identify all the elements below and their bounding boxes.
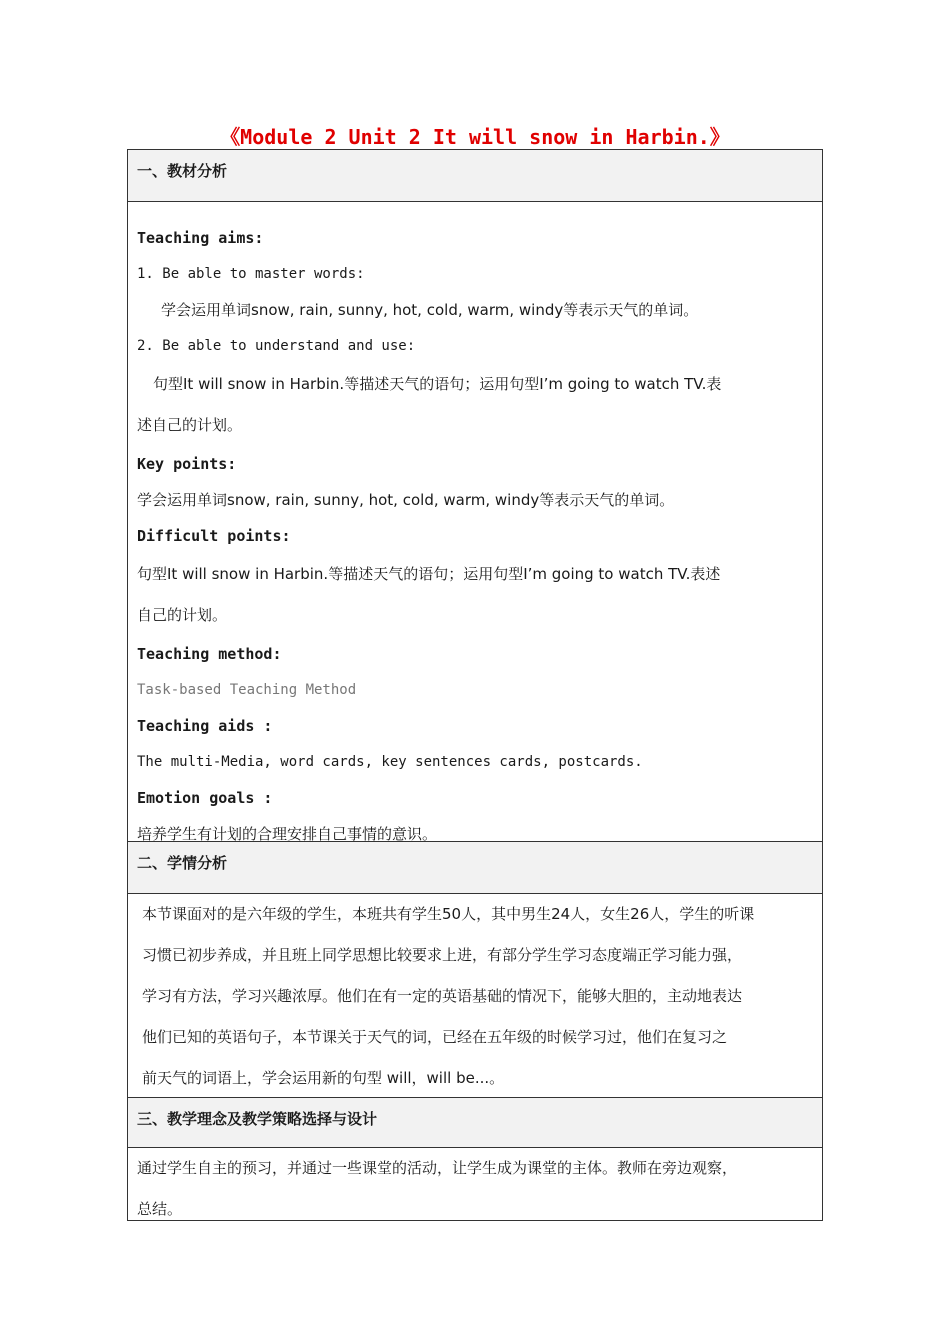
difficult-points-label: Difficult points: [137, 527, 291, 545]
section-heading-learner-analysis: 二、学情分析 [128, 842, 822, 894]
aim-1-description: 学会运用单词snow, rain, sunny, hot, cold, warm, windy等表示天气的单词。 [161, 301, 699, 319]
lesson-plan-table [127, 149, 823, 1221]
teaching-aids-text: The multi-Media, word cards, key sentences cards, postcards. [137, 754, 643, 770]
learner-analysis-line: 前天气的词语上，学会运用新的句型 will，will be...。 [142, 1069, 505, 1087]
learner-analysis-line: 习惯已初步养成，并且班上同学思想比较要求上进，有部分学生学习态度端正学习能力强， [142, 946, 743, 964]
difficult-points-line-1: 句型It will snow in Harbin.等描述天气的语句；运用句型I’m going to watch TV.表述 [137, 565, 721, 583]
key-points-text: 学会运用单词snow, rain, sunny, hot, cold, warm, windy等表示天气的单词。 [137, 491, 675, 509]
aim-2-title: 2. Be able to understand and use: [137, 338, 416, 354]
section-heading-teaching-strategy: 三、教学理念及教学策略选择与设计 [128, 1098, 822, 1148]
teaching-aids-label: Teaching aids : [137, 717, 273, 735]
teaching-strategy-line: 通过学生自主的预习，并通过一些课堂的活动，让学生成为课堂的主体。教师在旁边观察， [137, 1159, 738, 1177]
difficult-points-line-2: 自己的计划。 [137, 606, 228, 624]
teaching-method-label: Teaching method: [137, 645, 282, 663]
key-points-label: Key points: [137, 455, 237, 473]
learner-analysis-line: 他们已知的英语句子，本节课关于天气的词，已经在五年级的时候学习过，他们在复习之 [142, 1028, 728, 1046]
section-body-learner-analysis [128, 894, 822, 1098]
learner-analysis-line: 学习有方法，学习兴趣浓厚。他们在有一定的英语基础的情况下，能够大胆的，主动地表达 [142, 987, 743, 1005]
emotion-goals-text: 培养学生有计划的合理安排自己事情的意识。 [137, 825, 438, 843]
teaching-strategy-line: 总结。 [137, 1200, 183, 1218]
teaching-method-text: Task-based Teaching Method [137, 682, 357, 698]
section-body-teaching-strategy [128, 1148, 822, 1220]
teaching-aims-label: Teaching aims: [137, 229, 264, 247]
section-heading-material-analysis: 一、教材分析 [128, 150, 822, 202]
aim-2-description-line-2: 述自己的计划。 [137, 416, 243, 434]
aim-1-title: 1. Be able to master words: [137, 266, 365, 282]
learner-analysis-line: 本节课面对的是六年级的学生，本班共有学生50人，其中男生24人，女生26人，学生的听课 [142, 905, 755, 923]
document-title: 《Module 2 Unit 2 It will snow in Harbin.》 [220, 125, 730, 149]
emotion-goals-label: Emotion goals : [137, 789, 273, 807]
section-body-material-analysis [128, 202, 822, 842]
aim-2-description-line-1: 句型It will snow in Harbin.等描述天气的语句；运用句型I’m going to watch TV.表 [153, 375, 722, 393]
